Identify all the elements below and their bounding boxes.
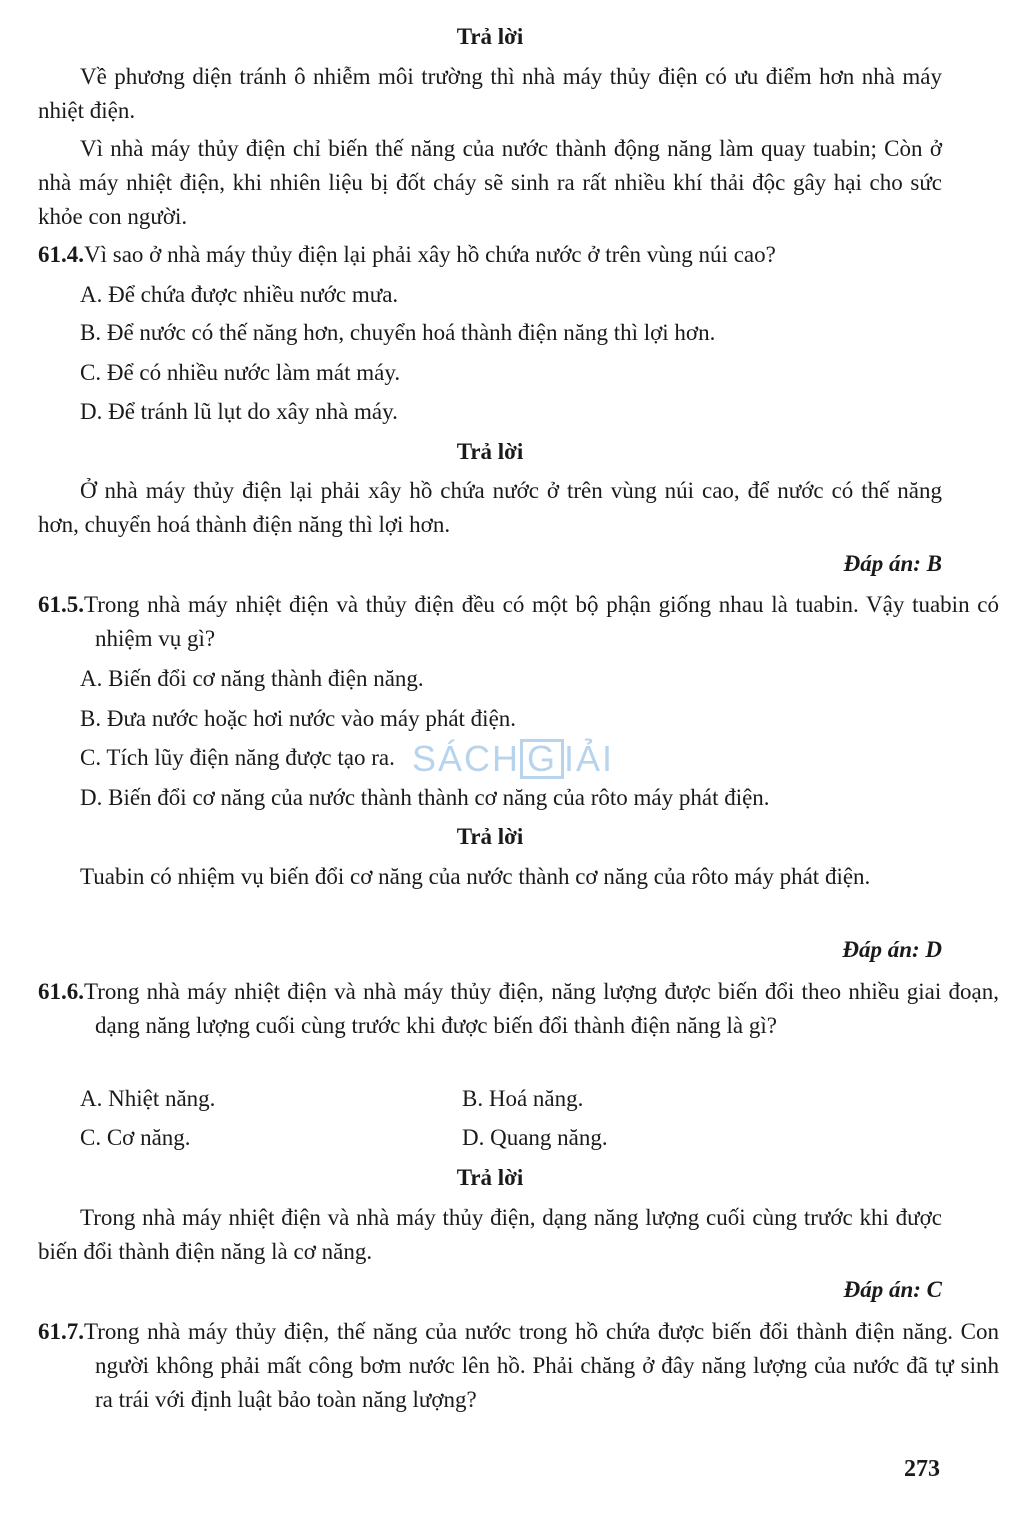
question-61-7 (38, 1315, 999, 1417)
option-c: C. Tích lũy điện năng được tạo ra. (80, 745, 395, 770)
question-61-5 (38, 588, 999, 656)
option-a: A. Để chứa được nhiều nước mưa. (80, 282, 399, 307)
answer-heading: Trả lời (456, 24, 524, 49)
answer-paragraph: Tuabin có nhiệm vụ biến đổi cơ năng của nước thành cơ năng của rôto máy phát điện. (80, 864, 871, 889)
option-b: B. Hoá năng. (462, 1086, 584, 1111)
answer-paragraph: Ở nhà máy thủy điện lại phải xây hồ chứa nước ở trên vùng núi cao, để nước có thế năng hơn, chuyển hoá thành điện năng thì lợi hơn. (38, 478, 942, 537)
answer-paragraph: Trong nhà máy nhiệt điện và nhà máy thủy điện, dạng năng lượng cuối cùng trước khi được biến đổi thành điện năng là cơ năng. (38, 1205, 942, 1264)
question-number: 61.5. (38, 592, 84, 617)
answer-key: Đáp án: C (843, 1277, 942, 1302)
watermark-text-right: IẢI (564, 738, 615, 779)
paragraph: Về phương diện tránh ô nhiễm môi trường thì nhà máy thủy điện có ưu điểm hơn nhà máy nhiệt điện. (38, 64, 942, 123)
page-number: 273 (904, 1456, 940, 1482)
question-number: 61.4. (38, 242, 84, 267)
answer-key: Đáp án: B (843, 551, 942, 576)
paragraph: Vì nhà máy thủy điện chỉ biến thế năng của nước thành động năng làm quay tuabin; Còn ở nhà máy nhiệt điện, khi nhiên liệu bị đốt cháy sẽ sinh ra rất nhiều khí thải độc gây hại cho sức khỏe con người. (38, 136, 942, 229)
answer-heading: Trả lời (456, 824, 524, 849)
question-61-4 (38, 238, 999, 272)
option-d: D. Để tránh lũ lụt do xây nhà máy. (80, 399, 398, 424)
option-d: D. Quang năng. (462, 1125, 608, 1150)
option-c: C. Để có nhiều nước làm mát máy. (80, 360, 401, 385)
question-text: Trong nhà máy nhiệt điện và thủy điện đều có một bộ phận giống nhau là tuabin. Vậy tuabin có nhiệm vụ gì? (84, 592, 999, 651)
watermark-logo (412, 738, 614, 780)
answer-heading: Trả lời (456, 439, 524, 464)
question-number: 61.6. (38, 979, 84, 1004)
option-a: A. Biến đổi cơ năng thành điện năng. (80, 666, 424, 691)
answer-key: Đáp án: D (842, 937, 942, 962)
option-c: C. Cơ năng. (80, 1125, 191, 1150)
answer-heading: Trả lời (456, 1165, 524, 1190)
option-b: B. Để nước có thế năng hơn, chuyển hoá thành điện năng thì lợi hơn. (80, 320, 716, 345)
option-a: A. Nhiệt năng. (80, 1086, 216, 1111)
question-number: 61.7. (38, 1319, 84, 1344)
question-text: Trong nhà máy thủy điện, thế năng của nước trong hồ chứa được biến đổi thành điện năng. Con người không phải mất công bơm nước lên hồ. Phải chăng ở đây năng lượng của nước đã tự sinh ra trái với định luật bảo toàn năng lượng? (84, 1319, 999, 1412)
question-text: Vì sao ở nhà máy thủy điện lại phải xây hồ chứa nước ở trên vùng núi cao? (84, 242, 776, 267)
option-b: B. Đưa nước hoặc hơi nước vào máy phát điện. (80, 706, 517, 731)
watermark-text-left: SÁCH (412, 738, 521, 779)
option-d: D. Biến đổi cơ năng của nước thành thành cơ năng của rôto máy phát điện. (80, 785, 770, 810)
watermark-g-box: G (520, 739, 564, 779)
question-text: Trong nhà máy nhiệt điện và nhà máy thủy điện, năng lượng được biến đổi theo nhiều giai đoạn, dạng năng lượng cuối cùng trước khi được biến đổi thành điện năng là gì? (84, 979, 999, 1038)
question-61-6 (38, 975, 999, 1043)
